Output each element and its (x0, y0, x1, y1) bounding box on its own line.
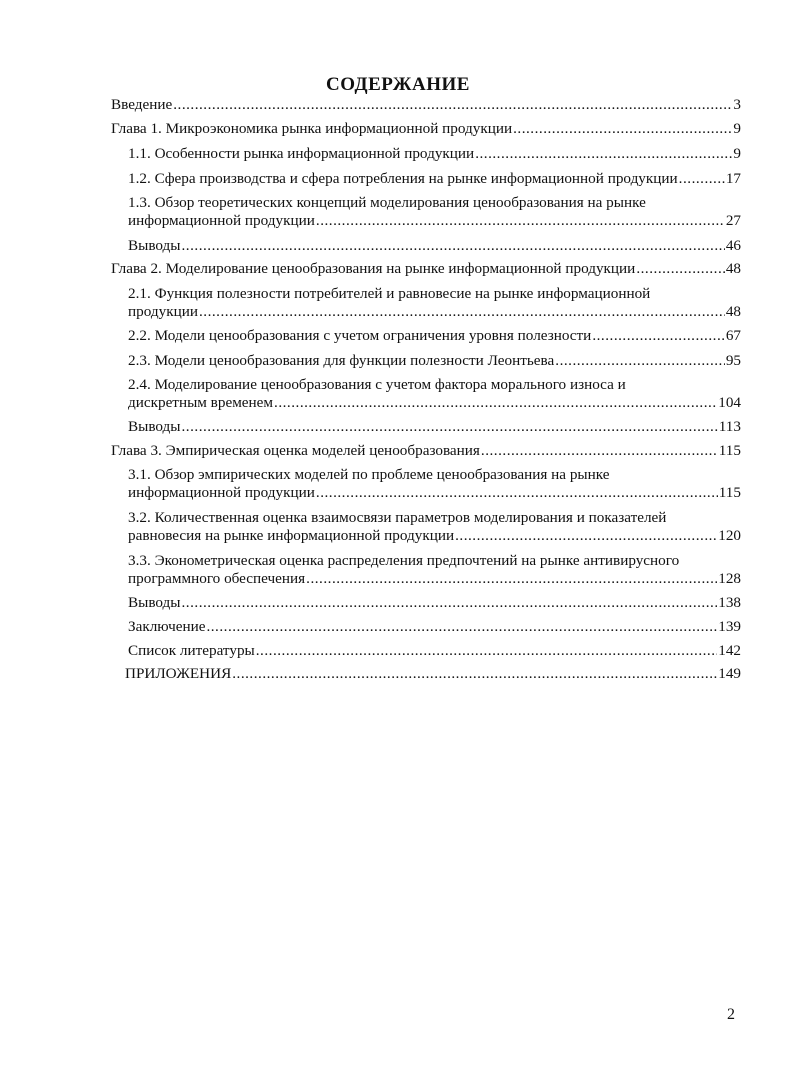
toc-entry-2-2[interactable] (128, 327, 741, 345)
toc-entry-title-line1: 3.1. Обзор эмпирических моделей по проблеме ценообразования на рынке (128, 466, 610, 483)
toc-entry-page: 139 (718, 618, 741, 635)
toc-entry-title: ПРИЛОЖЕНИЯ (125, 665, 232, 682)
toc-entry-title: продукции (128, 303, 198, 320)
toc-entry-page: 46 (725, 237, 741, 254)
toc-entry-title: информационной продукции (128, 484, 315, 501)
leader-dots (455, 527, 717, 545)
leader-dots (306, 570, 717, 588)
toc-entry-title: программного обеспечения (128, 570, 306, 587)
toc-entry-title: 1.1. Особенности рынка информационной продукции (128, 145, 475, 162)
leader-dots (232, 665, 717, 683)
toc-entry-page: 17 (725, 170, 741, 187)
toc-entry-title: информационной продукции (128, 212, 315, 229)
leader-dots (555, 352, 725, 370)
toc-entry-page: 9 (733, 145, 741, 162)
toc-entry-2-3[interactable] (128, 352, 741, 370)
toc-entry-page: 3 (733, 96, 741, 113)
leader-dots (173, 96, 732, 114)
leader-dots (592, 327, 724, 345)
toc-entry-title: Глава 2. Моделирование ценообразования на рынке информационной продукции (111, 260, 636, 277)
toc-entry-title: Выводы (128, 418, 181, 435)
toc-entry-2-4[interactable] (128, 376, 741, 412)
toc-entry-title-line1: 1.3. Обзор теоретических концепций моделирования ценообразования на рынке (128, 194, 646, 211)
toc-entry-chapter-1[interactable] (111, 120, 741, 138)
toc-entry-3-3[interactable] (128, 552, 741, 588)
toc-entry-title: 2.3. Модели ценообразования для функции полезности Леонтьева (128, 352, 555, 369)
toc-entry-page: 142 (718, 642, 741, 659)
toc-entry-conclusions-3[interactable] (128, 594, 741, 612)
page-title: СОДЕРЖАНИЕ (326, 74, 470, 95)
leader-dots (206, 618, 717, 636)
toc-entry-title: равновесия на рынке информационной продукции (128, 527, 455, 544)
toc-entry-1-1[interactable] (128, 145, 741, 163)
toc-entry-chapter-3[interactable] (111, 442, 741, 460)
leader-dots (636, 260, 724, 278)
leader-dots (256, 642, 717, 660)
leader-dots (481, 442, 718, 460)
toc-entry-3-2[interactable] (128, 509, 741, 545)
toc-entry-title-line1: 3.3. Эконометрическая оценка распределения предпочтений на рынке антивирусного (128, 552, 680, 569)
toc-entry-chapter-2[interactable] (111, 260, 741, 278)
toc-entry-title: Список литературы (128, 642, 255, 659)
toc-entry-title: Введение (111, 96, 173, 113)
toc-entry-title: 1.2. Сфера производства и сфера потребления на рынке информационной продукции (128, 170, 678, 187)
page-number: 2 (727, 1006, 735, 1023)
leader-dots (182, 237, 725, 255)
toc-entry-title-line1: 2.4. Моделирование ценообразования с учетом фактора морального износа и (128, 376, 626, 393)
toc-entry-page: 128 (718, 570, 741, 587)
toc-entry-page: 104 (718, 394, 741, 411)
leader-dots (199, 303, 725, 321)
toc-entry-title-line1: 3.2. Количественная оценка взаимосвязи параметров моделирования и показателей (128, 509, 667, 526)
leader-dots (316, 484, 718, 502)
toc-entry-title: Выводы (128, 594, 181, 611)
toc-entry-page: 48 (725, 303, 741, 320)
toc-entry-page: 48 (725, 260, 741, 277)
toc-entry-page: 9 (733, 120, 741, 137)
toc-entry-title: Заключение (128, 618, 206, 635)
toc-entry-title: Выводы (128, 237, 181, 254)
toc-entry-intro[interactable] (111, 96, 741, 114)
toc-entry-title: Глава 1. Микроэкономика рынка информационной продукции (111, 120, 513, 137)
toc-entry-page: 95 (725, 352, 741, 369)
leader-dots (475, 145, 732, 163)
toc-entry-page: 149 (718, 665, 741, 682)
toc-entry-1-2[interactable] (128, 170, 741, 188)
leader-dots (182, 418, 718, 436)
toc-entry-page: 113 (718, 418, 741, 435)
toc-entry-page: 27 (725, 212, 741, 229)
leader-dots (316, 212, 725, 230)
toc-entry-2-1[interactable] (128, 285, 741, 321)
toc-entry-page: 115 (718, 484, 741, 501)
toc-entry-appendices[interactable] (125, 665, 741, 683)
toc-entry-page: 115 (718, 442, 741, 459)
leader-dots (513, 120, 732, 138)
toc-entry-3-1[interactable] (128, 466, 741, 502)
toc-entry-page: 67 (725, 327, 741, 344)
toc-entry-page: 120 (718, 527, 741, 544)
toc-entry-1-3[interactable] (128, 194, 741, 230)
toc-entry-conclusions-2[interactable] (128, 418, 741, 436)
toc-entry-title: Глава 3. Эмпирическая оценка моделей ценообразования (111, 442, 480, 459)
leader-dots (274, 394, 717, 412)
toc-entry-title: дискретным временем (128, 394, 274, 411)
toc-entry-references[interactable] (128, 642, 741, 660)
leader-dots (679, 170, 725, 188)
toc-entry-conclusion[interactable] (128, 618, 741, 636)
toc-entry-page: 138 (718, 594, 741, 611)
toc-entry-title: 2.2. Модели ценообразования с учетом ограничения уровня полезности (128, 327, 592, 344)
leader-dots (182, 594, 718, 612)
toc-entry-title-line1: 2.1. Функция полезности потребителей и равновесие на рынке информационной (128, 285, 651, 302)
toc-entry-conclusions-1[interactable] (128, 237, 741, 255)
